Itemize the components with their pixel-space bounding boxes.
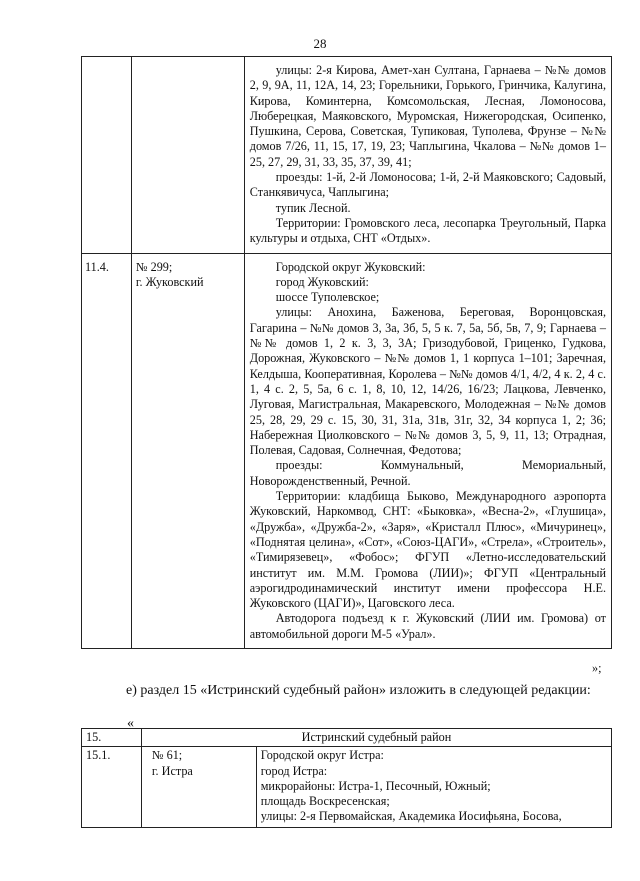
section-number: 15. (82, 729, 142, 747)
table-row (82, 747, 612, 828)
page-number: 28 (313, 36, 327, 51)
paragraph-e-text: е) раздел 15 «Истринский судебный район» изложить в следующей редакции: (126, 683, 591, 698)
microdistricts-text: микрорайоны: Истра-1, Песочный, Южный; (260, 778, 491, 793)
table-row (82, 253, 612, 648)
istra-table (81, 728, 612, 828)
territory-cell (244, 253, 611, 648)
court-number: № 299; (135, 259, 173, 274)
table-header-row (82, 729, 612, 747)
streets-text: улицы: 2-я Первомайская, Академика Иосифьяна, Босова, (260, 809, 562, 824)
territory-cell (256, 747, 611, 828)
court-number: № 61; (151, 748, 183, 763)
road-text: Автодорога подъезд к г. Жуковский (ЛИИ им. Громова) от автомобильной дороги М-5 «Урал». (249, 611, 606, 641)
opening-quote: « (127, 716, 134, 731)
paragraph-e (84, 681, 610, 700)
deadend-text: тупик Лесной. (275, 200, 351, 215)
passages-text: проезды: 1-й, 2-й Ломоносова; 1-й, 2-й Маяковского; Садовый, Станкявичуса, Чаплыгина; (249, 170, 606, 200)
row-number-cell (82, 57, 132, 254)
territory-cell (244, 57, 611, 254)
city-text: город Жуковский: (275, 274, 369, 289)
city-text: город Истра: (260, 763, 328, 778)
section-title: Истринский судебный район (141, 729, 611, 747)
square-text: площадь Воскресенская; (260, 794, 390, 809)
court-cell (131, 253, 244, 648)
table-row (82, 57, 612, 254)
district-text: Городской округ Жуковский: (275, 259, 426, 274)
district-text: Городской округ Истра: (260, 748, 384, 763)
row-number-cell: 15.1. (82, 747, 142, 828)
territories-text: Территории: Громовского леса, лесопарка Треугольный, Парка культуры и отдыха, СНТ «Отдых». (249, 215, 606, 246)
court-cell (131, 57, 244, 254)
court-city: г. Жуковский (135, 274, 204, 289)
streets-text: улицы: Анохина, Баженова, Береговая, Воронцовская, Гагарина – №№ домов 3, 3а, 3б, 5, 5 к. 7, 5а, 5б, 5в, 7, 9; Гарнаева – №№ домов 1, 2 к. 3, 3, 3А; Гризодубовой, Гриценко, Гудкова, Дорожная, Жуковского – №№ домов 1, 1 корпуса 1–101; Заречная, Келдыша, Кооперативная, Королева – №№ домов 4/1, 4/2, 4 к. 2, 4 с. 1, 4 с. 2, 5, 5а, 6 с. 1, 8, 10, 12, 14/26, 16/23; Лацкова, Левченко, Луговая, Магистральная, Макаревского, Молодежная – №№ домов 25, 28, 29, 29 с. 15, 30, 31, 31а, 31в, 31г, 32, 34 корпуса 1, 2; 36; Набережная Циолковского – №№ домов 3, 5, 9, 11, 13; Отрадная, Полевая, Садовая, Солнечная, Федотова; (249, 305, 606, 458)
territory-text-block (261, 748, 607, 826)
row-number-cell: 11.4. (82, 253, 132, 648)
territories-text: Территории: кладбища Быково, Международного аэропорта Жуковский, Наркомвод, СНТ: «Быковка», «Весна-2», «Глушица», «Дружба», «Дружба-2», «Заря», «Кристалл Плюс», «Мичуринец», «Поднятая целина», «Сот», «Союз-ЦАГИ», «Стрела», «Строитель», «Тимирязевец», «Фобос»; ФГУП «Летно-исследовательский институт им. М.М. Громова (ЛИИ)»; ФГУП «Центральный аэрогидродинамический институт имени профессора Н.Е. Жуковского (ЦАГИ)», Цаговского леса. (249, 489, 606, 611)
closing-quote: »; (592, 661, 602, 675)
court-cell (141, 747, 256, 828)
passages-text: проезды: Коммунальный, Мемориальный, Новорожденственный, Речной. (249, 458, 606, 488)
districts-table (81, 56, 612, 649)
court-city: г. Истра (151, 763, 193, 778)
highway-text: шоссе Туполевское; (275, 290, 380, 305)
streets-text: улицы: 2-я Кирова, Амет-хан Султана, Гарнаева – №№ домов 2, 9, 9А, 11, 12А, 14, 23; Горельники, Горького, Гринчика, Калугина, Кирова, Коминтерна, Комсомольская, Лесная, Ломоносова, Люберецкая, Маяковского, Муромская, Нижегородская, Осипенко, Пушкина, Серова, Советская, Тупиковая, Туполева, Фрунзе – №№ домов 7/26, 11, 15, 17, 19, 23; Чаплыгина, Чкалова – №№ домов 1–25, 27, 29, 31, 33, 35, 37, 39, 41; (249, 63, 606, 169)
